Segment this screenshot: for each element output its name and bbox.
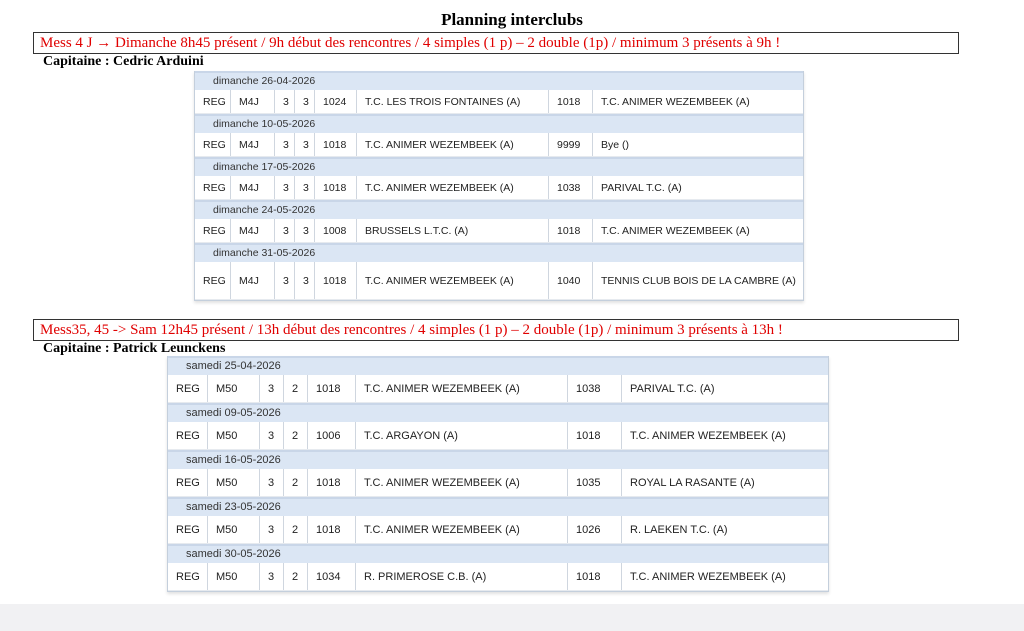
- away-club-name: T.C. ANIMER WEZEMBEEK (A): [630, 570, 786, 583]
- away-club-id: 1018: [549, 90, 593, 113]
- match-value-b: 3: [295, 133, 315, 156]
- match-value-a: 3: [260, 469, 284, 496]
- home-club-id: 1034: [308, 563, 356, 590]
- match-type: REG: [195, 90, 231, 113]
- table-row[interactable]: [168, 469, 828, 497]
- away-club-name: TENNIS CLUB BOIS DE LA CAMBRE (A): [601, 274, 796, 287]
- away-club-name: T.C. ANIMER WEZEMBEEK (A): [630, 429, 786, 442]
- match-value-b: 2: [284, 422, 308, 449]
- captain-label: Capitaine : Patrick Leunckens: [43, 341, 226, 356]
- captain-label: Capitaine : Cedric Arduini: [43, 54, 204, 69]
- page-footer-band: [0, 604, 1024, 631]
- match-date: samedi 30-05-2026: [168, 544, 828, 563]
- match-date: dimanche 24-05-2026: [195, 200, 803, 219]
- home-club-id: 1006: [308, 422, 356, 449]
- match-date: dimanche 26-04-2026: [195, 71, 803, 90]
- away-club-id: 1038: [568, 375, 622, 402]
- note-text: Mess35, 45 -> Sam 12h45 présent / 13h début des rencontres / 4 simples (1 p) – 2 double (1p) / minimum 3 présents à 13h !: [40, 322, 783, 338]
- home-club-name: T.C. ANIMER WEZEMBEEK (A): [357, 176, 549, 199]
- match-date: samedi 25-04-2026: [168, 356, 828, 375]
- home-club-id: 1018: [315, 176, 357, 199]
- away-club-name: Bye (): [601, 138, 630, 151]
- match-category: M50: [208, 375, 260, 402]
- note-text: Mess 4 J → Dimanche 8h45 présent / 9h début des rencontres / 4 simples (1 p) – 2 double (1p) / minimum 3 présents à 9h !: [40, 35, 781, 51]
- away-club-id: 1026: [568, 516, 622, 543]
- home-club-id: 1008: [315, 219, 357, 242]
- away-club-id: 9999: [549, 133, 593, 156]
- home-club-id: 1018: [315, 262, 357, 299]
- home-club-name: T.C. ANIMER WEZEMBEEK (A): [357, 262, 549, 299]
- match-category: M50: [208, 422, 260, 449]
- table-row[interactable]: [195, 219, 803, 243]
- match-type: REG: [195, 176, 231, 199]
- away-club-name: T.C. ANIMER WEZEMBEEK (A): [601, 224, 750, 237]
- match-date: dimanche 31-05-2026: [195, 243, 803, 262]
- away-club-id: 1035: [568, 469, 622, 496]
- home-club-name: T.C. ANIMER WEZEMBEEK (A): [356, 516, 568, 543]
- match-category: M4J: [231, 262, 275, 299]
- away-club-id: 1018: [549, 219, 593, 242]
- table-row[interactable]: [195, 133, 803, 157]
- match-value-a: 3: [260, 563, 284, 590]
- table-row[interactable]: [195, 90, 803, 114]
- match-type: REG: [168, 422, 208, 449]
- schedule-note-mess4j: [33, 32, 959, 54]
- match-date: dimanche 17-05-2026: [195, 157, 803, 176]
- table-row[interactable]: [168, 563, 828, 591]
- match-type: REG: [168, 375, 208, 402]
- match-schedule-table: [167, 356, 829, 592]
- home-club-name: T.C. LES TROIS FONTAINES (A): [357, 90, 549, 113]
- match-date: samedi 09-05-2026: [168, 403, 828, 422]
- home-club-id: 1018: [308, 516, 356, 543]
- match-value-a: 3: [275, 90, 295, 113]
- match-category: M4J: [231, 219, 275, 242]
- match-schedule-table: [194, 71, 804, 301]
- home-club-name: T.C. ANIMER WEZEMBEEK (A): [357, 133, 549, 156]
- match-value-b: 3: [295, 262, 315, 299]
- match-type: REG: [168, 516, 208, 543]
- away-club-id: 1038: [549, 176, 593, 199]
- match-category: M50: [208, 469, 260, 496]
- table-row[interactable]: [168, 516, 828, 544]
- home-club-name: T.C. ANIMER WEZEMBEEK (A): [356, 469, 568, 496]
- away-club-name: T.C. ANIMER WEZEMBEEK (A): [601, 95, 750, 108]
- match-value-a: 3: [260, 422, 284, 449]
- match-category: M4J: [231, 133, 275, 156]
- match-value-b: 2: [284, 516, 308, 543]
- match-type: REG: [168, 469, 208, 496]
- match-value-b: 2: [284, 375, 308, 402]
- home-club-id: 1018: [308, 375, 356, 402]
- match-value-a: 3: [275, 262, 295, 299]
- match-value-a: 3: [260, 516, 284, 543]
- home-club-id: 1018: [315, 133, 357, 156]
- away-club-name: PARIVAL T.C. (A): [601, 181, 682, 194]
- page-title: Planning interclubs: [441, 10, 583, 29]
- table-row[interactable]: [195, 176, 803, 200]
- match-type: REG: [195, 133, 231, 156]
- match-value-a: 3: [275, 219, 295, 242]
- away-club-name: PARIVAL T.C. (A): [630, 382, 715, 395]
- away-club-name: R. LAEKEN T.C. (A): [630, 523, 728, 536]
- home-club-name: R. PRIMEROSE C.B. (A): [356, 563, 568, 590]
- match-value-b: 3: [295, 90, 315, 113]
- schedule-note-mess35-45: [33, 319, 959, 341]
- home-club-name: BRUSSELS L.T.C. (A): [357, 219, 549, 242]
- match-value-a: 3: [275, 176, 295, 199]
- home-club-name: T.C. ANIMER WEZEMBEEK (A): [356, 375, 568, 402]
- match-value-b: 2: [284, 563, 308, 590]
- match-date: dimanche 10-05-2026: [195, 114, 803, 133]
- match-category: M4J: [231, 176, 275, 199]
- match-value-a: 3: [275, 133, 295, 156]
- home-club-name: T.C. ARGAYON (A): [356, 422, 568, 449]
- match-category: M50: [208, 563, 260, 590]
- match-category: M50: [208, 516, 260, 543]
- away-club-id: 1018: [568, 422, 622, 449]
- match-date: samedi 16-05-2026: [168, 450, 828, 469]
- match-value-a: 3: [260, 375, 284, 402]
- table-row[interactable]: [168, 375, 828, 403]
- match-type: REG: [195, 262, 231, 299]
- match-value-b: 2: [284, 469, 308, 496]
- match-value-b: 3: [295, 176, 315, 199]
- match-type: REG: [168, 563, 208, 590]
- table-row[interactable]: [195, 262, 803, 300]
- home-club-id: 1018: [308, 469, 356, 496]
- match-type: REG: [195, 219, 231, 242]
- match-category: M4J: [231, 90, 275, 113]
- away-club-id: 1040: [549, 262, 593, 299]
- home-club-id: 1024: [315, 90, 357, 113]
- table-row[interactable]: [168, 422, 828, 450]
- away-club-name: ROYAL LA RASANTE (A): [630, 476, 755, 489]
- match-date: samedi 23-05-2026: [168, 497, 828, 516]
- away-club-id: 1018: [568, 563, 622, 590]
- match-value-b: 3: [295, 219, 315, 242]
